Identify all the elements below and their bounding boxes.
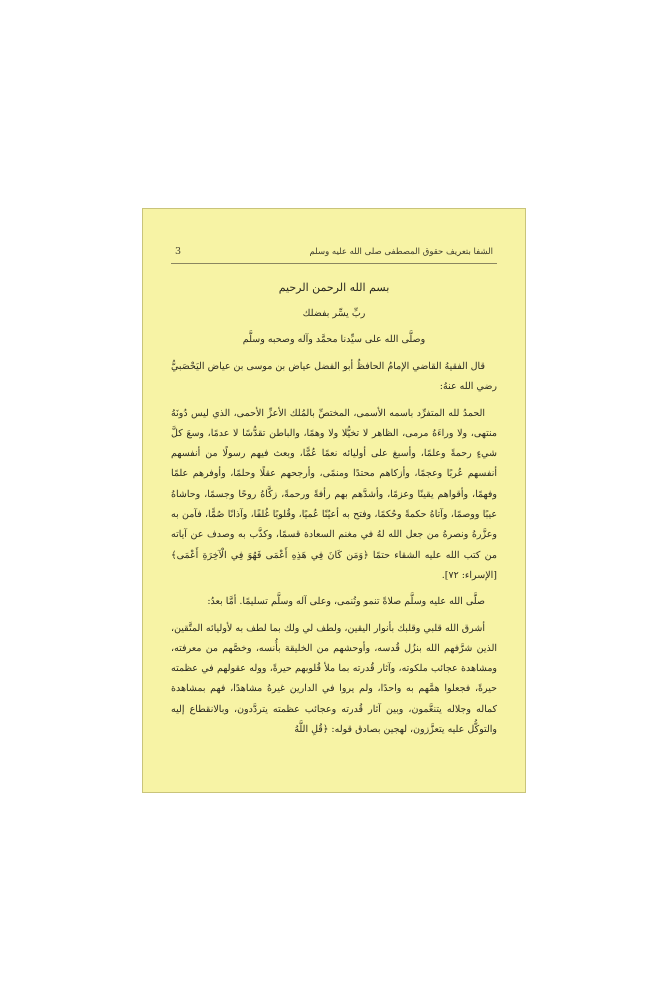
salutation-line: وصلَّى الله على سيِّدنا محمَّد وآله وصحبه وسلَّم [242,334,426,345]
running-header [171,245,497,264]
basmala: بسم الله الرحمن الرحيم [278,281,390,294]
book-page [142,208,526,793]
page-number: 3 [175,246,182,257]
invocation-line: ربِّ يسِّر بفضلك [302,308,366,319]
header-title: الشفا بتعريف حقوق المصطفى صلى الله عليه وسلم [309,247,493,257]
paragraph-intro: قال الفقيهُ القاضي الإمامُ الحافظُ أبو الفضل عياض بن موسى بن عياض اليَحْصَبيُّ رضي الله عنهُ: [171,361,497,393]
page-body [171,275,497,746]
paragraph-dua: أشرق الله قلبي وقلبك بأنوار اليقين، ولطف لي ولك بما لطف به لأوليائه المتَّقين، الذين شرَّفهم الله بنزُل قُدسه، وأوحشهم من الخليقة بأُنسه، وخصَّهم من معرفته، ومشاهدة عجائب ملكوته، وآثار قُدرته بما ملأ قُلوبهم حيرةً، ووله عقولهم في عظمته حيرةً، فجعلوا همَّهم به واحدًا، ولم يروا في الدارين غيرهُ مشاهدًا، فهم بمشاهدة كماله وجلاله يتنعَّمون، وبين آثار قُدرته وعجائب عظمته يتردَّدون، وبالانقطاع إليه والتوكُّل عليه يتعزَّزون، لهجين بصادق قوله: ﴿قُلِ اللَّهُ [171,622,497,736]
paragraph-hamd: الحمدُ لله المتفرِّد باسمه الأسمى، المختصِّ بالمُلك الأعزِّ الأحمى، الذي ليس دُونَهُ منتهى، ولا وراءَهُ مرمى، الظاهر لا تخيُّلا ولا وهمًا، والباطن تقدُّسًا لا عدمًا، وسعَ كلَّ شيءٍ رحمةً وعلمًا، وأسبغ على أوليائه نعمًا عُمًّا، وبعث فيهم رسولًا من أنفسهم أنفسهم عُربًا وعجمًا، وأزكاهم محتدًا ومنمًى، وأرجحهم عقلًا وحلمًا، وأوفرهم علمًا وفهمًا، وأقواهم يقينًا وعزمًا، وأشدَّهم بهم رأفةً ورحمةً، زكَّاهُ روحًا وجسمًا، وحاشاهُ عيبًا ووصمًا، وآتاهُ حكمةً وحُكمًا، وفتح به أعيُنًا عُميًا، وقُلوبًا غُلفًا، وآذانًا صُمًّا، فآمن به وعزَّرهُ ونصرهُ من جعل الله لهُ في مغنم السعادة قسمًا، وكذَّب به وصدف عن آياته من كتب الله عليه الشقاء حتمًا ﴿وَمَن كَانَ فِي هَذِهِ أَعْمَى فَهُوَ فِي الْآخِرَةِ أَعْمَى﴾ [الإسراء: ٧٢]. [171,407,497,581]
paragraph-salat: صلَّى الله عليه وسلَّم صلاةً تنمو وتُنمى، وعلى آله وسلَّم تسليمًا. أمَّا بعدُ: [207,596,485,608]
